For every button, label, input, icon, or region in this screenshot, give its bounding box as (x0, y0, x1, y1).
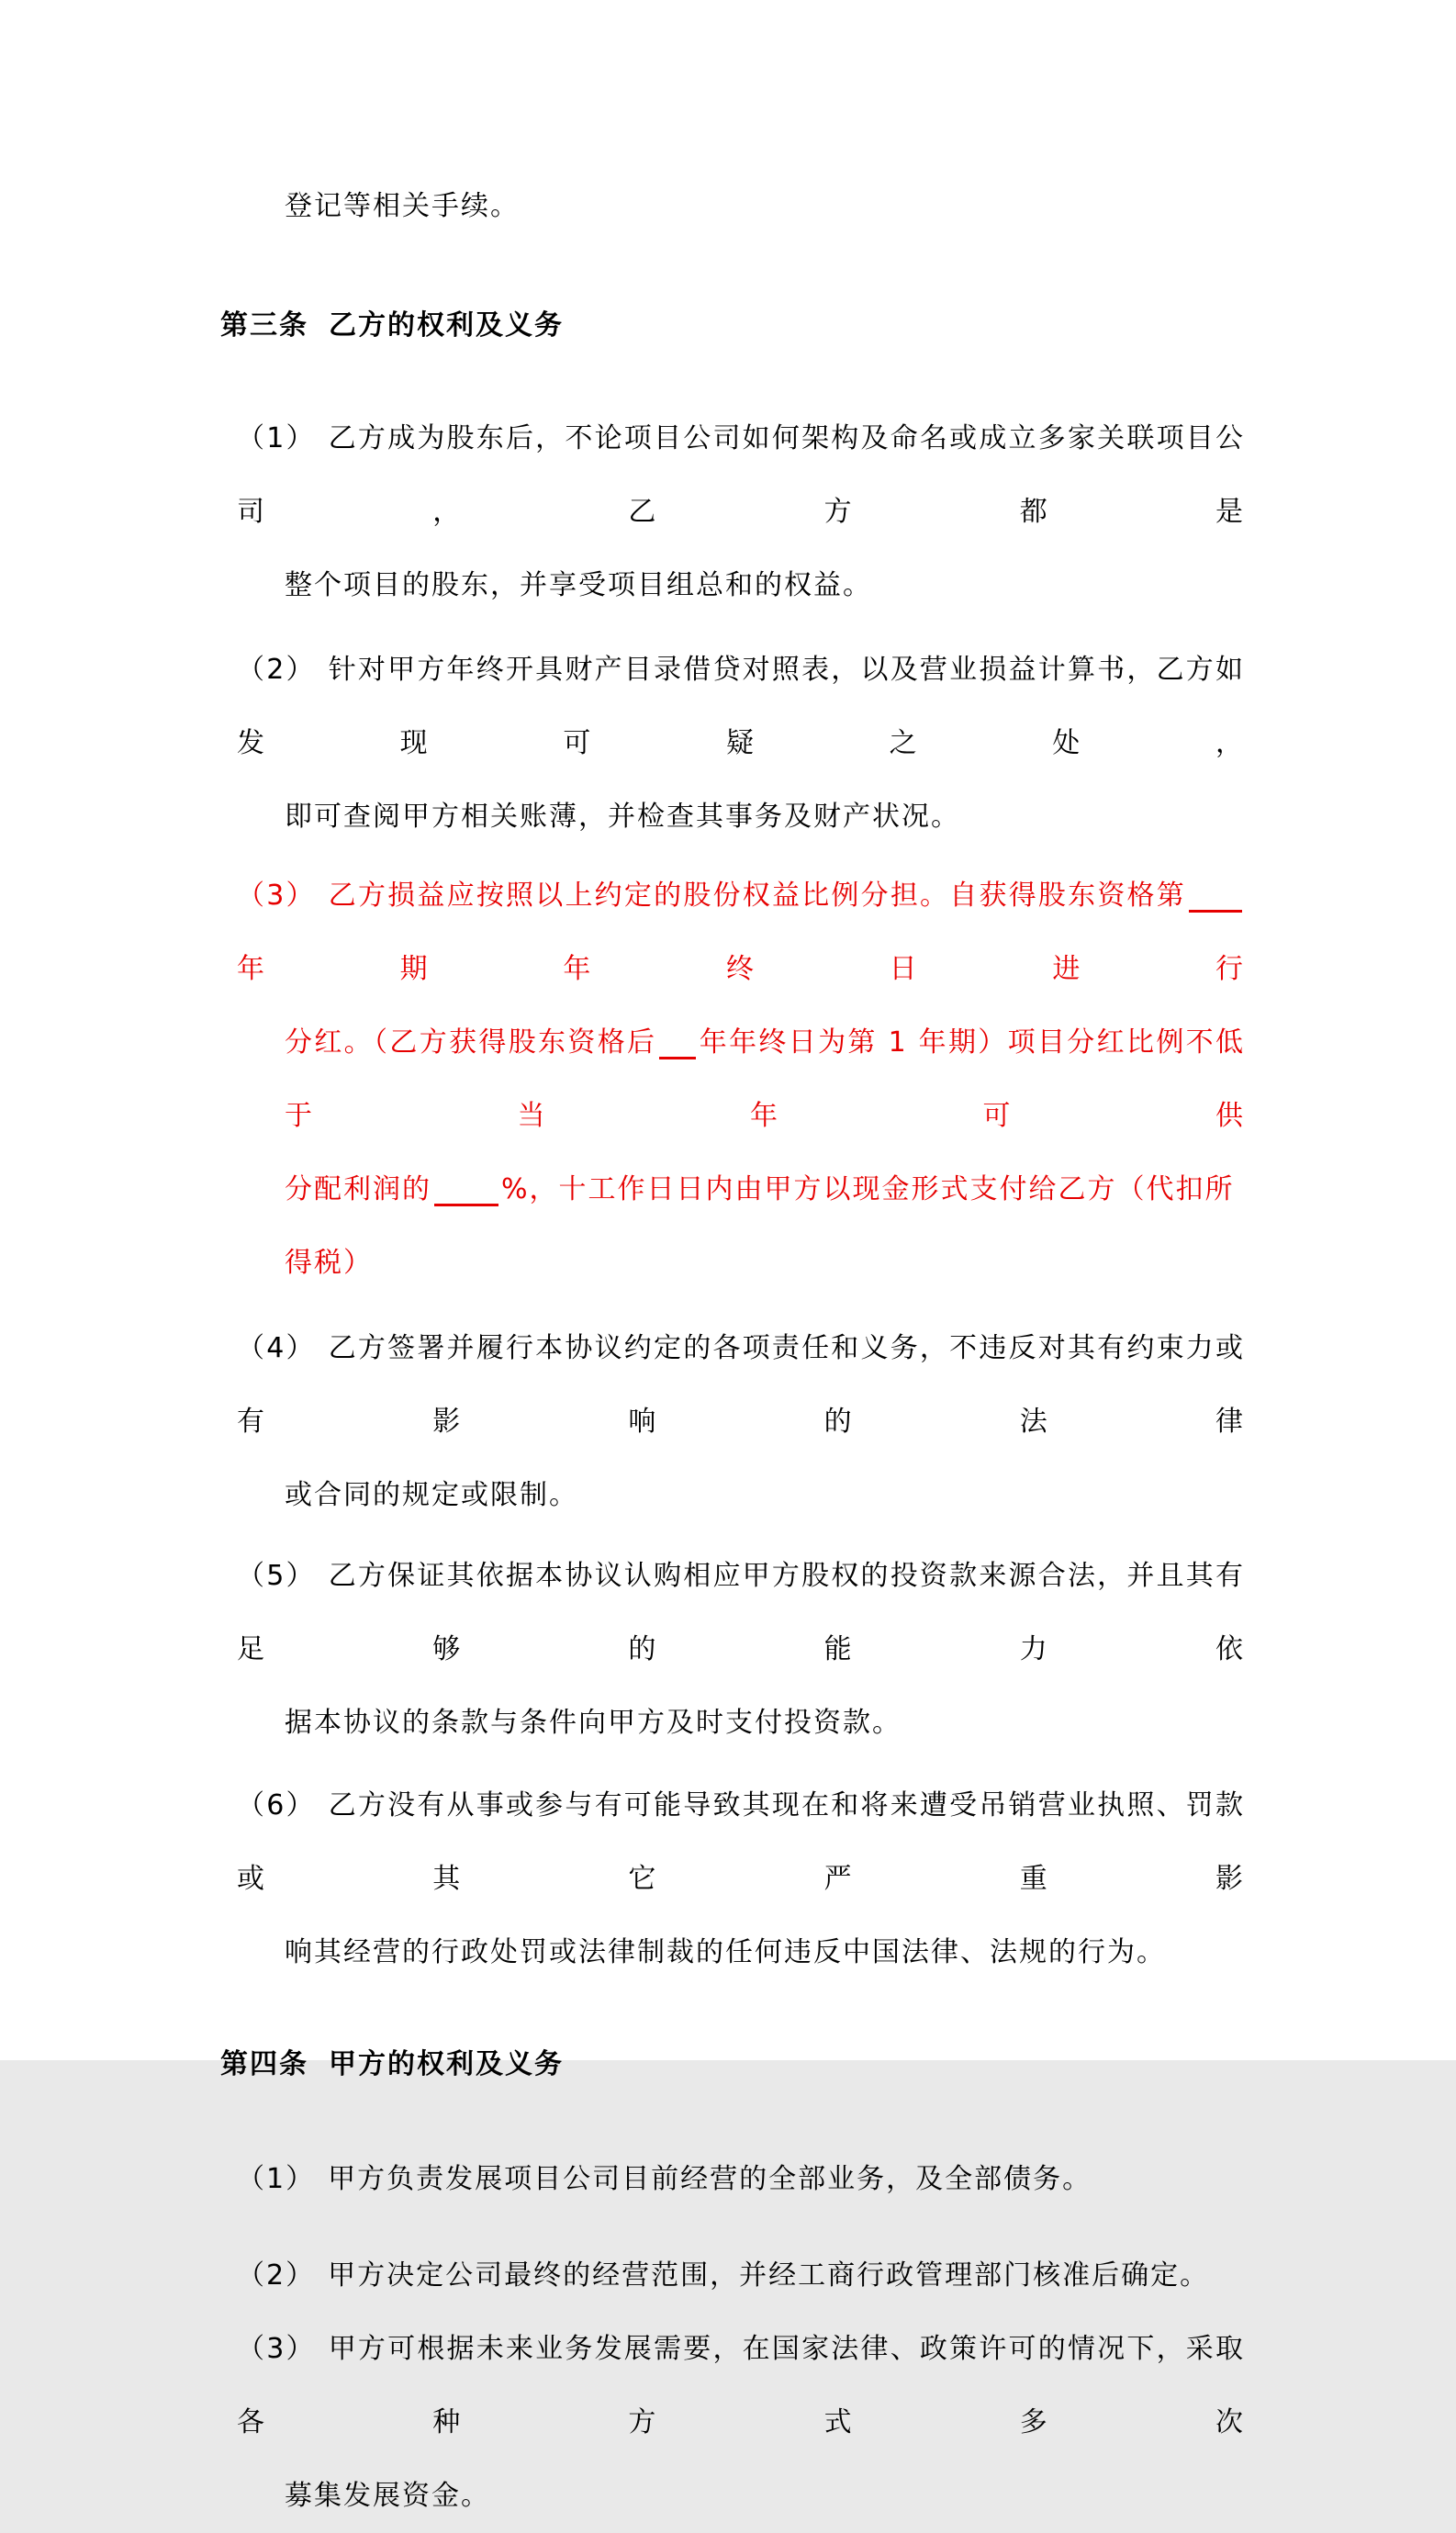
blank-underline-year (1189, 879, 1242, 913)
contract-item (220, 1540, 1245, 1760)
item-text: 乙方成为股东后，不论项目公司如何架构及命名或成立多家关联项目公司，乙方都是 (237, 422, 1245, 528)
contract-item (220, 402, 1245, 622)
blank-underline-year-count (659, 1026, 696, 1059)
item-text: 甲方可根据未来业务发展需要，在国家法律、政策许可的情况下，采取各种方式多次 (237, 2333, 1245, 2438)
item-line (237, 1769, 1245, 1916)
article-4-number: 第四条 (220, 2048, 308, 2080)
contract-item (220, 1769, 1245, 1989)
contract-item (220, 2313, 1245, 2533)
item-number: （1） (237, 2163, 316, 2195)
item-line (285, 1006, 1245, 1153)
item-line (237, 2239, 1245, 2313)
item-line (237, 2313, 1245, 2460)
item-number: （5） (237, 1560, 316, 1592)
item-text: %，十工作日日内由甲方以现金形式支付给乙方（代扣所得税） (285, 1173, 1235, 1279)
item-line (237, 859, 1245, 1006)
item-line (285, 1153, 1245, 1300)
item-line: 募集发展资金。 (285, 2480, 490, 2512)
article-4-title: 甲方的权利及义务 (329, 2048, 564, 2080)
item-text: 乙方保证其依据本协议认购相应甲方股权的投资款来源合法，并且其有足够的能力依 (237, 1560, 1245, 1665)
item-text: 年年终日为第 1 年期）项目分红比例不低于当年可供 (285, 1026, 1245, 1132)
item-line: 或合同的规定或限制。 (285, 1479, 578, 1511)
item-number: （2） (237, 654, 316, 686)
contract-item (220, 2239, 1245, 2313)
item-line: 整个项目的股东，并享受项目组总和的权益。 (285, 569, 872, 601)
item-number: （4） (237, 1332, 316, 1364)
item-line (237, 1312, 1245, 1459)
item-text: 乙方没有从事或参与有可能导致其现在和将来遭受吊销营业执照、罚款或其它严重影 (237, 1789, 1245, 1895)
item-number: （2） (237, 2259, 316, 2292)
item-text: 分红。（乙方获得股东资格后 (285, 1026, 657, 1059)
contract-item (220, 2143, 1245, 2216)
item-text: 分配利润的 (285, 1173, 431, 1205)
item-line (237, 2143, 1245, 2216)
item-number: （3） (237, 880, 316, 912)
item-text: 针对甲方年终开具财产目录借贷对照表，以及营业损益计算书，乙方如发现可疑之处， (237, 654, 1245, 759)
page-content (220, 170, 1245, 2533)
item-line: 响其经营的行政处罚或法律制裁的任何违反中国法律、法规的行为。 (285, 1936, 1166, 1968)
item-text: 甲方决定公司最终的经营范围，并经工商行政管理部门核准后确定。 (328, 2259, 1210, 2292)
contract-item (220, 633, 1245, 854)
contract-item-highlighted (220, 859, 1245, 1300)
item-line (237, 402, 1245, 549)
blank-underline-percent (434, 1172, 498, 1206)
item-line: 即可查阅甲方相关账薄，并检查其事务及财产状况。 (285, 801, 960, 833)
item-text: 乙方签署并履行本协议约定的各项责任和义务，不违反对其有约束力或有影响的法律 (237, 1332, 1245, 1438)
item-line (237, 633, 1245, 780)
item-number: （6） (237, 1789, 316, 1821)
item-text: 甲方负责发展项目公司目前经营的全部业务，及全部债务。 (328, 2163, 1092, 2195)
item-number: （3） (237, 2333, 316, 2365)
intro-line: 登记等相关手续。 (285, 190, 520, 222)
item-line (237, 1540, 1245, 1687)
article-3-title: 乙方的权利及义务 (329, 309, 564, 342)
item-number: （1） (237, 422, 316, 454)
item-text: 年期年终日进行 (237, 953, 1245, 985)
article-3-heading (220, 289, 1245, 363)
article-3-number: 第三条 (220, 309, 308, 342)
item-line: 据本协议的条款与条件向甲方及时支付投资款。 (285, 1707, 902, 1739)
article-4-heading (220, 2028, 1245, 2101)
contract-item (220, 1312, 1245, 1532)
item-text: 乙方损益应按照以上约定的股份权益比例分担。自获得股东资格第 (328, 880, 1186, 912)
